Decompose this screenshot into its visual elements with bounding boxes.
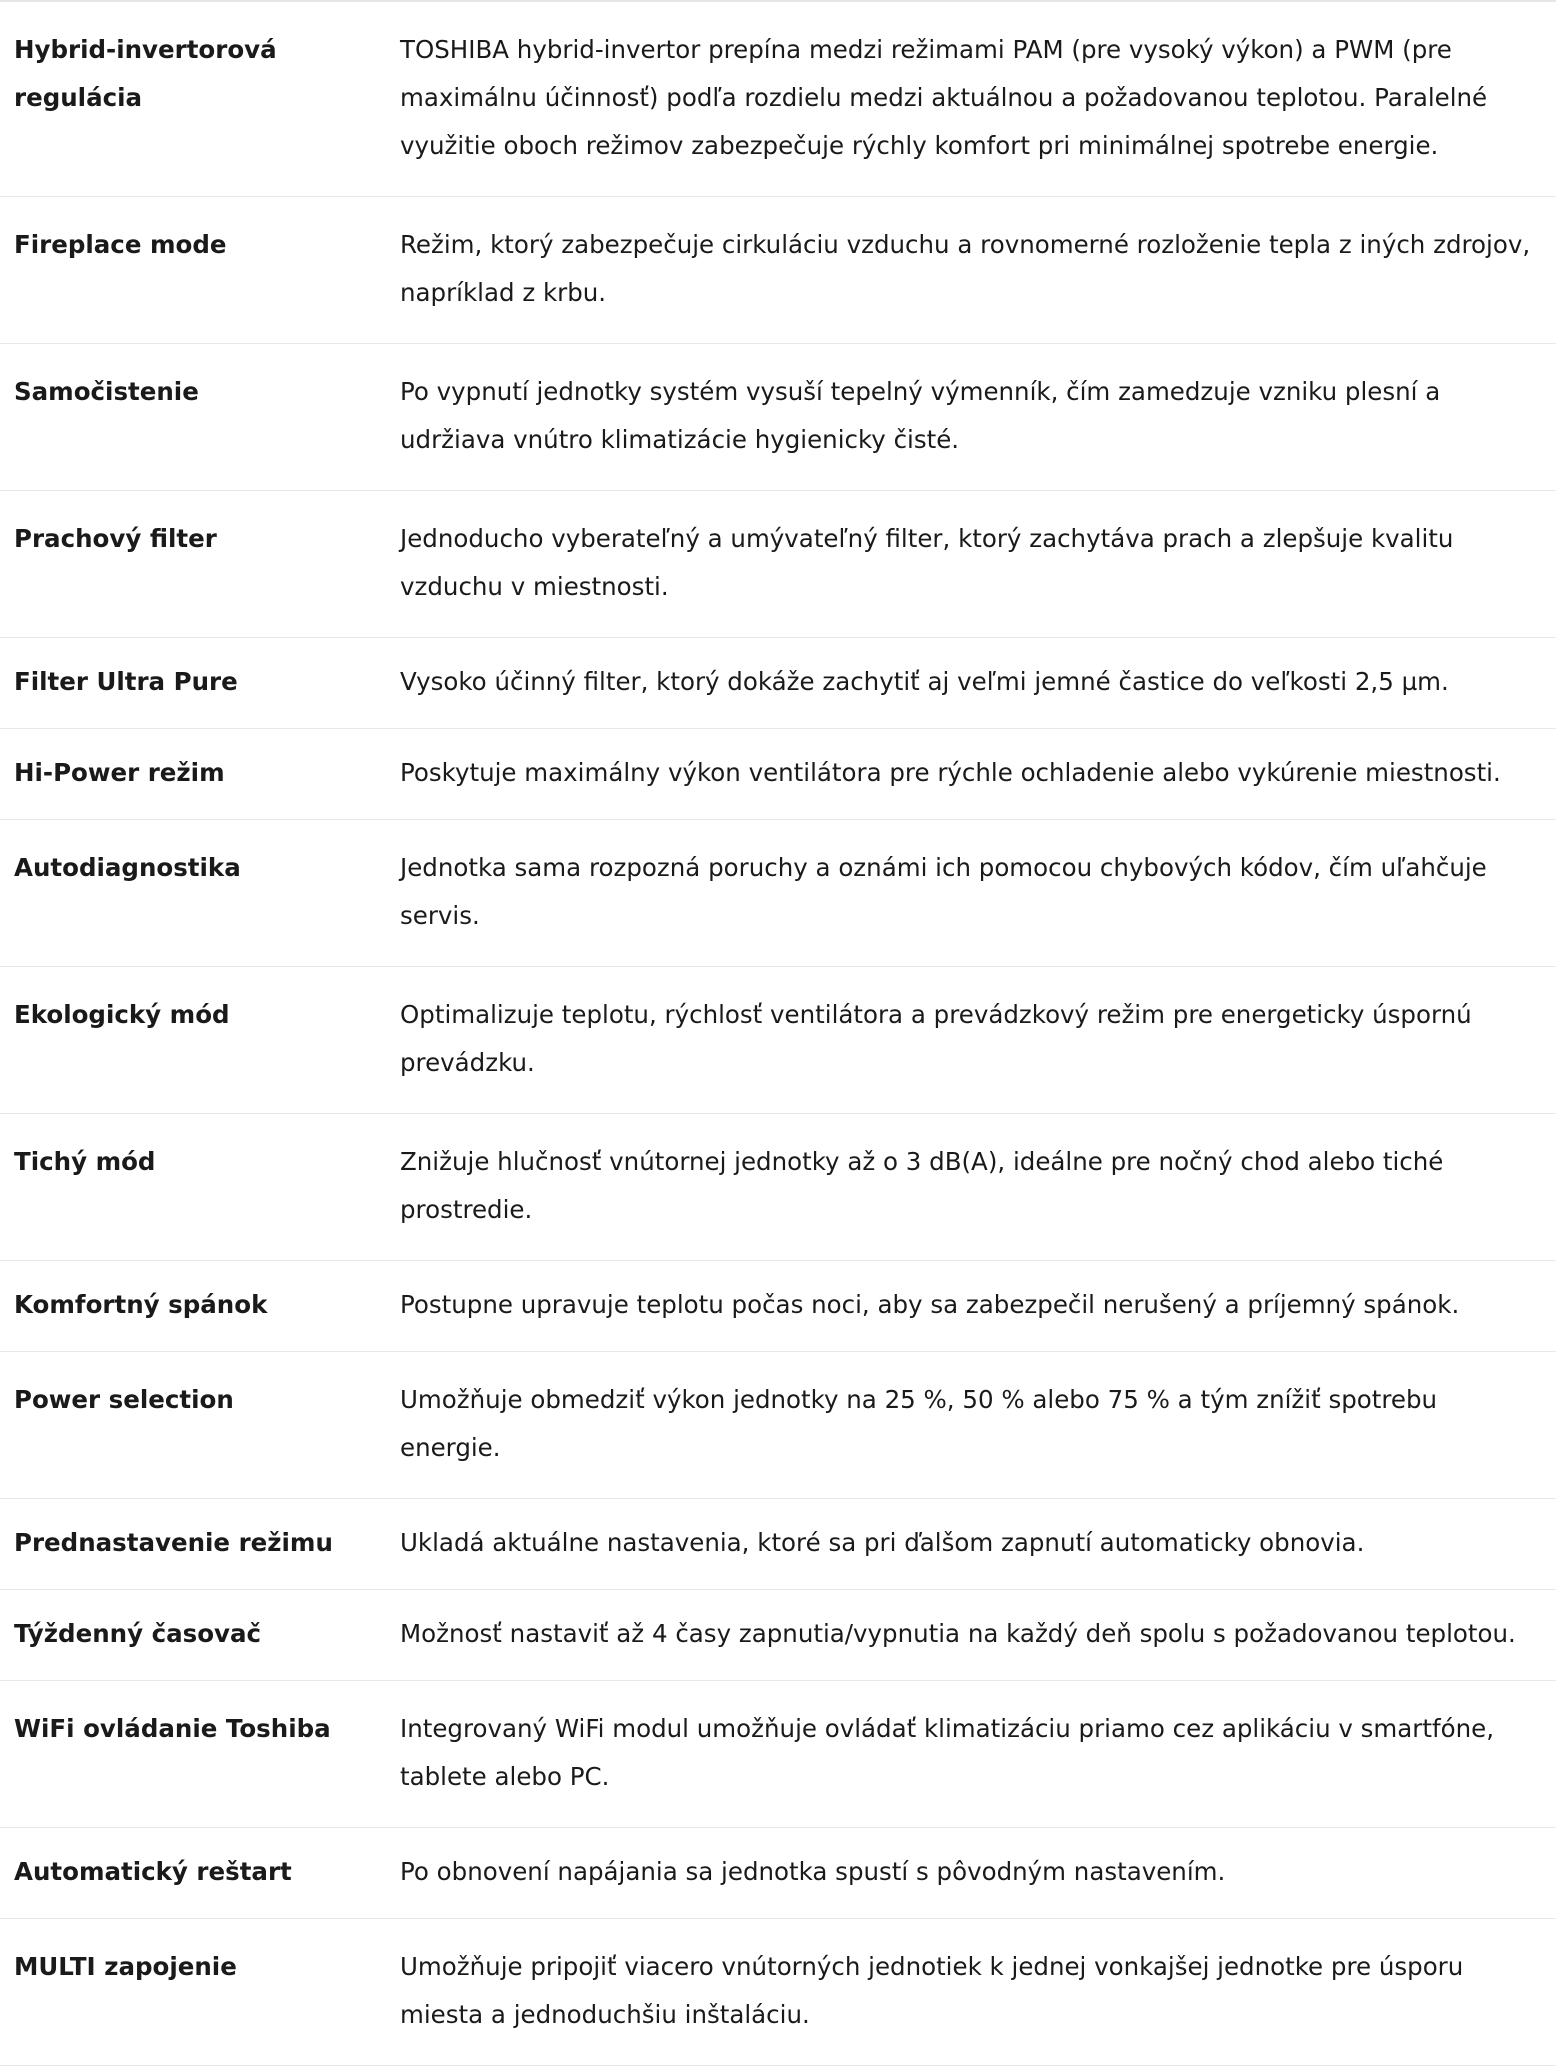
table-row <box>0 344 1556 491</box>
table-row <box>0 1681 1556 1828</box>
feature-description-line: vzduchu v miestnosti. <box>400 572 669 601</box>
feature-description-line: maximálnu účinnosť) podľa rozdielu medzi aktuálnou a požadovanou teplotou. Paralelné <box>400 83 1488 112</box>
feature-description-line: Optimalizuje teplotu, rýchlosť ventilátora a prevádzkový režim pre energeticky úspornú <box>400 1000 1472 1029</box>
feature-description <box>400 749 1556 797</box>
feature-description <box>400 515 1556 611</box>
feature-description-line: servis. <box>400 901 480 930</box>
feature-name: Hi-Power režim <box>14 758 225 787</box>
feature-name: Týždenný časovač <box>14 1619 262 1648</box>
feature-name: Hybrid-invertorová regulácia <box>14 35 277 112</box>
feature-name: Fireplace mode <box>14 230 227 259</box>
feature-description-line: Možnosť nastaviť až 4 časy zapnutia/vypnutia na každý deň spolu s požadovanou teplotou. <box>400 1619 1516 1648</box>
table-row <box>0 491 1556 638</box>
feature-description <box>400 368 1556 464</box>
feature-name: Tichý mód <box>14 1147 156 1176</box>
feature-description-line: udržiava vnútro klimatizácie hygienicky čisté. <box>400 425 960 454</box>
feature-name: Filter Ultra Pure <box>14 667 238 696</box>
feature-description-line: prevádzku. <box>400 1048 535 1077</box>
feature-description-line: Postupne upravuje teplotu počas noci, aby sa zabezpečil nerušený a príjemný spánok. <box>400 1290 1460 1319</box>
table-row <box>0 1352 1556 1499</box>
feature-description <box>400 844 1556 940</box>
feature-description <box>400 1848 1556 1896</box>
feature-description <box>400 1943 1556 2039</box>
feature-description <box>400 991 1556 1087</box>
feature-description-line: TOSHIBA hybrid-invertor prepína medzi režimami PAM (pre vysoký výkon) a PWM (pre <box>400 35 1452 64</box>
feature-name: WiFi ovládanie Toshiba <box>14 1714 331 1743</box>
table-row <box>0 2 1556 197</box>
feature-name: Autodiagnostika <box>14 853 241 882</box>
table-row <box>0 1919 1556 2066</box>
feature-description <box>400 26 1556 170</box>
feature-description-line: Vysoko účinný filter, ktorý dokáže zachytiť aj veľmi jemné častice do veľkosti 2,5 µm. <box>400 667 1449 696</box>
feature-description-line: energie. <box>400 1433 501 1462</box>
feature-name: Ekologický mód <box>14 1000 230 1029</box>
feature-description-line: Umožňuje pripojiť viacero vnútorných jednotiek k jednej vonkajšej jednotke pre úsporu <box>400 1952 1464 1981</box>
table-row <box>0 197 1556 344</box>
feature-description-line: tablete alebo PC. <box>400 1762 610 1791</box>
feature-description-line: napríklad z krbu. <box>400 278 607 307</box>
feature-description-line: Integrovaný WiFi modul umožňuje ovládať klimatizáciu priamo cez aplikáciu v smartfóne, <box>400 1714 1494 1743</box>
feature-description <box>400 1610 1556 1658</box>
feature-description-line: Režim, ktorý zabezpečuje cirkuláciu vzduchu a rovnomerné rozloženie tepla z iných zdrojov, <box>400 230 1531 259</box>
feature-description-line: Po obnovení napájania sa jednotka spustí s pôvodným nastavením. <box>400 1857 1226 1886</box>
feature-name: Automatický reštart <box>14 1857 292 1886</box>
feature-description-line: Poskytuje maximálny výkon ventilátora pre rýchle ochladenie alebo vykúrenie miestnosti. <box>400 758 1501 787</box>
feature-description <box>400 1281 1556 1329</box>
feature-description-line: Znižuje hlučnosť vnútornej jednotky až o 3 dB(A), ideálne pre nočný chod alebo tiché <box>400 1147 1444 1176</box>
table-row <box>0 729 1556 820</box>
table-row <box>0 1499 1556 1590</box>
feature-description-line: prostredie. <box>400 1195 533 1224</box>
feature-name: MULTI zapojenie <box>14 1952 237 1981</box>
feature-description-line: využitie oboch režimov zabezpečuje rýchly komfort pri minimálnej spotrebe energie. <box>400 131 1439 160</box>
feature-description-line: Ukladá aktuálne nastavenia, ktoré sa pri ďalšom zapnutí automaticky obnovia. <box>400 1528 1365 1557</box>
feature-description <box>400 1519 1556 1567</box>
table-row <box>0 1828 1556 1919</box>
table-row <box>0 1261 1556 1352</box>
feature-name: Komfortný spánok <box>14 1290 268 1319</box>
table-row <box>0 638 1556 729</box>
feature-description <box>400 1138 1556 1234</box>
table-row <box>0 820 1556 967</box>
table-row <box>0 1590 1556 1681</box>
feature-description-line: miesta a jednoduchšiu inštaláciu. <box>400 2000 810 2029</box>
feature-name: Prachový filter <box>14 524 217 553</box>
feature-description-line: Umožňuje obmedziť výkon jednotky na 25 %, 50 % alebo 75 % a tým znížiť spotrebu <box>400 1385 1438 1414</box>
feature-description-line: Jednoducho vyberateľný a umývateľný filter, ktorý zachytáva prach a zlepšuje kvalitu <box>400 524 1454 553</box>
feature-name: Samočistenie <box>14 377 199 406</box>
feature-description <box>400 1376 1556 1472</box>
feature-name: Prednastavenie režimu <box>14 1528 333 1557</box>
feature-description <box>400 1705 1556 1801</box>
table-row <box>0 1114 1556 1261</box>
feature-description-line: Po vypnutí jednotky systém vysuší tepelný výmenník, čím zamedzuje vzniku plesní a <box>400 377 1441 406</box>
feature-description-line: Jednotka sama rozpozná poruchy a oznámi ich pomocou chybových kódov, čím uľahčuje <box>400 853 1487 882</box>
feature-description <box>400 658 1556 706</box>
feature-description <box>400 221 1556 317</box>
table-row <box>0 967 1556 1114</box>
feature-name: Power selection <box>14 1385 234 1414</box>
